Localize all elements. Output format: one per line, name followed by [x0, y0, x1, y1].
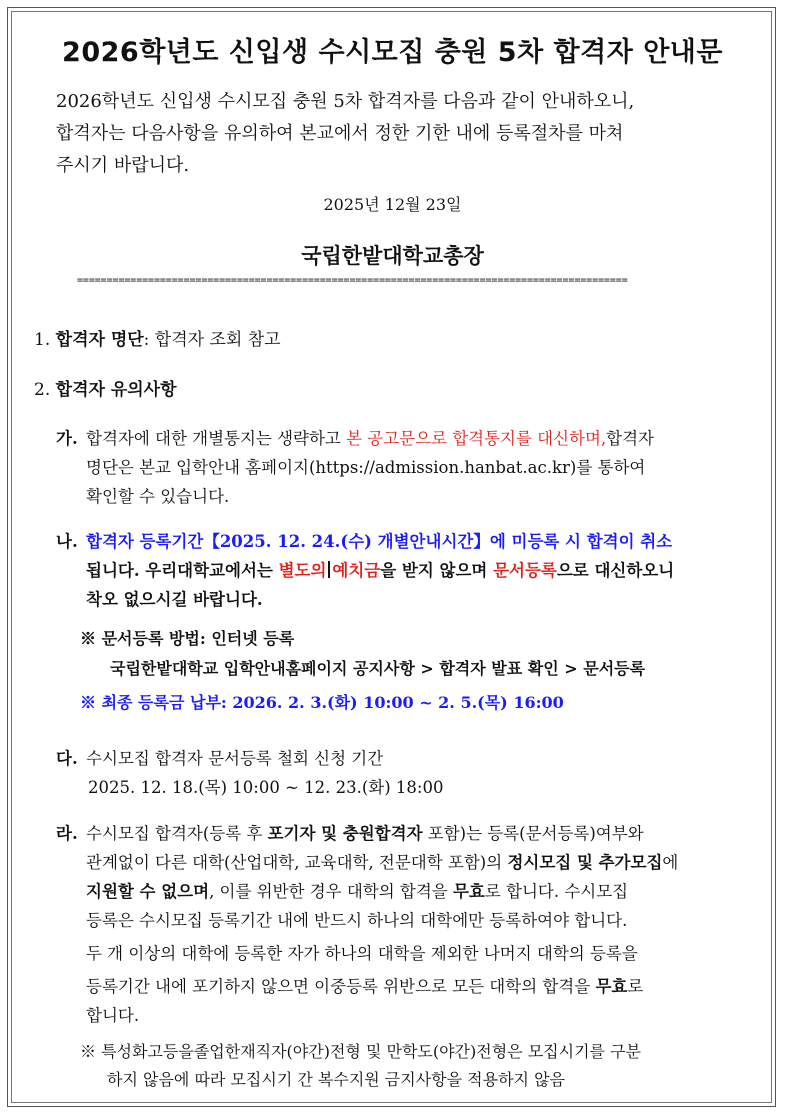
intro-line: 주시기 바랍니다. [56, 155, 190, 176]
text: 합니다. [86, 1006, 140, 1025]
item-mark: 라. [56, 824, 78, 843]
text: 등록은 수시모집 등록기간 내에 반드시 하나의 대학에만 등록하여야 합니다. [86, 911, 628, 930]
bold-text: 정시모집 및 추가모집 [507, 853, 663, 872]
bold-text: 무효 [452, 882, 485, 901]
notice-date: 2025년 12월 23일 [323, 195, 462, 214]
bold-text: 무효 [595, 977, 628, 996]
intro-line: 합격자는 다음사항을 유의하여 본교에서 정한 기한 내에 등록절차를 마쳐 [56, 123, 624, 144]
page-title: 2026학년도 신입생 수시모집 충원 5차 합격자 안내문 [62, 37, 723, 68]
note-final-payment: ※ 최종 등록금 납부: 2026. 2. 3.(화) 10:00 ~ 2. 5.(목) 16:00 [80, 693, 564, 712]
highlight-text: 별도의 [278, 561, 327, 580]
item-da [56, 744, 756, 802]
note-special-admission-cont: 하지 않음에 따라 모집시기 간 복수지원 금지사항을 적용하지 않음 [107, 1070, 566, 1089]
item-mark: 나. [56, 532, 78, 551]
item-ra [56, 819, 756, 1030]
intro-line: 2026학년도 신입생 수시모집 충원 5차 합격자를 다음과 같이 안내하오니, [56, 91, 635, 112]
text: 착오 없으시길 바랍니다. [86, 590, 263, 609]
item-na [56, 527, 756, 614]
text: 로 [627, 977, 644, 996]
text: 명단은 본교 입학안내 홈페이지(https://admission.hanbat.ac.kr)를 통하여 [86, 458, 646, 477]
text: 에 [662, 853, 679, 872]
section-label: 합격자 명단 [55, 330, 144, 350]
text: 로 합니다. 수시모집 [484, 882, 629, 901]
bold-text: 포기자 및 충원합격자 [267, 824, 423, 843]
text: 합격자 [606, 429, 654, 448]
text: 합격자 등록기간【2025. 12. 24.(수) 개별안내시간】에 미등록 시 합격이 취소 [86, 532, 673, 551]
text: 합격자에 대한 개별통지는 생략하고 [86, 429, 347, 448]
issuer: 국립한밭대학교총장 [301, 243, 484, 268]
divider-rule: ============================================================================================= [77, 275, 628, 286]
text: 을 받지 않으며 [380, 561, 494, 580]
text: 관계없이 다른 대학(산업대학, 교육대학, 전문대학 포함)의 [86, 853, 508, 872]
highlight-text: 예치금 [332, 561, 381, 580]
text: 됩니다. 우리대학교에서는 [86, 561, 279, 580]
section-label: 합격자 유의사항 [55, 380, 177, 400]
note-doc-registration: ※ 문서등록 방법: 인터넷 등록 [80, 629, 295, 648]
highlight-text: 문서등록 [493, 561, 557, 580]
intro-paragraph [56, 86, 756, 182]
item-mark: 가. [56, 429, 78, 448]
text: 2025. 12. 18.(목) 10:00 ~ 12. 23.(화) 18:00 [88, 778, 444, 797]
note-special-admission: ※ 특성화고등을졸업한재직자(야간)전형 및 만학도(야간)전형은 모집시기를 구분 [80, 1042, 641, 1061]
section-1 [34, 325, 281, 350]
section-number: 2. [34, 380, 51, 400]
text: 수시모집 합격자 문서등록 철회 신청 기간 [86, 749, 384, 768]
bold-text: 지원할 수 없으며 [86, 882, 210, 901]
note-doc-registration-path: 국립한밭대학교 입학안내홈페이지 공지사항 > 합격자 발표 확인 > 문서등록 [110, 659, 646, 678]
section-2 [34, 375, 177, 400]
text: 포함)는 등록(문서등록)여부와 [422, 824, 644, 843]
text: 등록기간 내에 포기하지 않으면 이중등록 위반으로 모든 대학의 합격을 [86, 977, 596, 996]
text: 수시모집 합격자(등록 후 [86, 824, 268, 843]
section-number: 1. [34, 330, 51, 350]
item-ga [56, 424, 756, 511]
text: , 이를 위반한 경우 대학의 합격을 [209, 882, 453, 901]
section-text: : 합격자 조회 참고 [143, 330, 281, 350]
text: 확인할 수 있습니다. [86, 487, 230, 506]
highlight-text: 본 공고문으로 합격통지를 대신하며, [346, 429, 607, 448]
text: 두 개 이상의 대학에 등록한 자가 하나의 대학을 제외한 나머지 대학의 등록을 [86, 944, 638, 963]
text: 으로 대신하오니 [556, 561, 675, 580]
item-mark: 다. [56, 749, 78, 768]
